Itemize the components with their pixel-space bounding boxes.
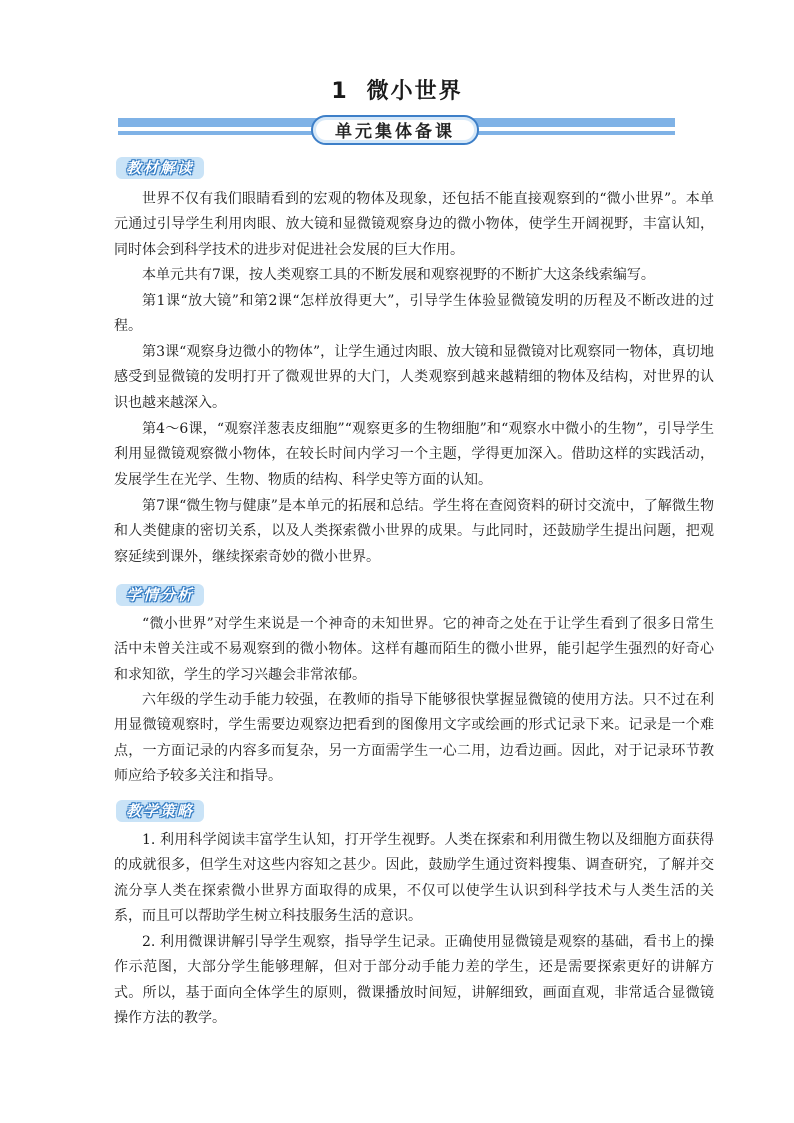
unit-banner-label: 单元集体备课 (311, 115, 479, 145)
section-heading-strategy: 教学策略 (116, 800, 204, 822)
paragraph: 本单元共有7课，按人类观察工具的不断发展和观察视野的不断扩大这条线索编写。 (142, 267, 655, 283)
paragraph: 第4～6课，“观察洋葱表皮细胞”“观察更多的生物细胞”和“观察水中微小的生物”，引导学生利用显微镜观察微小物体，在较长时间内学习一个主题，学得更加深入。借助这样的实践活动，发展学生在光学、生物、物质的结构、科学史等方面的认知。 (114, 421, 714, 488)
paragraph: 1. 利用科学阅读丰富学生认知，打开学生视野。人类在探索和利用微生物以及细胞方面获得的成就很多，但学生对这些内容知之甚少。因此，鼓励学生通过资料搜集、调查研究，了解并交流分享人类在探索微小世界方面取得的成果，不仅可以使学生认识到科学技术与人类生活的关系，而且可以帮助学生树立科技服务生活的意识。 (114, 832, 714, 924)
lesson-title: 微小世界 (366, 79, 463, 104)
paragraph: 第7课“微生物与健康”是本单元的拓展和总结。学生将在查阅资料的研讨交流中，了解微生物和人类健康的密切关系，以及人类探索微小世界的成果。与此同时，还鼓励学生提出问题，把观察延续到课外，继续探索奇妙的微小世界。 (114, 498, 714, 565)
paragraph: 六年级的学生动手能力较强，在教师的指导下能够很快掌握显微镜的使用方法。只不过在利用显微镜观察时，学生需要边观察边把看到的图像用文字或绘画的形式记录下来。记录是一个难点，一方面记录的内容多而复杂，另一方面需学生一心二用，边看边画。因此，对于记录环节教师应给予较多关注和指导。 (114, 692, 714, 784)
section-heading-textbook: 教材解读 (116, 157, 204, 179)
page-title (0, 74, 794, 105)
paragraph: 第1课“放大镜”和第2课“怎样放得更大”，引导学生体验显微镜发明的历程及不断改进的过程。 (114, 293, 714, 335)
section-heading-students: 学情分析 (116, 584, 204, 606)
paragraph: 世界不仅有我们眼睛看到的宏观的物体及现象，还包括不能直接观察到的“微小世界”。本单元通过引导学生利用肉眼、放大镜和显微镜观察身边的微小物体，使学生开阔视野，丰富认知，同时体会到科学技术的进步对促进社会发展的巨大作用。 (114, 191, 714, 258)
paragraph: “微小世界”对学生来说是一个神奇的未知世界。它的神奇之处在于让学生看到了很多日常生活中未曾关注或不易观察到的微小物体。这样有趣而陌生的微小世界，能引起学生强烈的好奇心和求知欲，学生的学习兴趣会非常浓郁。 (114, 616, 714, 683)
paragraph: 2. 利用微课讲解引导学生观察，指导学生记录。正确使用显微镜是观察的基础，看书上的操作示范图，大部分学生能够理解，但对于部分动手能力差的学生，还是需要探索更好的讲解方式。所以，基于面向全体学生的原则，微课播放时间短，讲解细致，画面直观，非常适合显微镜操作方法的教学。 (114, 934, 714, 1026)
lesson-number: 1 (331, 79, 349, 104)
paragraph: 第3课“观察身边微小的物体”，让学生通过肉眼、放大镜和显微镜对比观察同一物体，真切地感受到显微镜的发明打开了微观世界的大门，人类观察到越来越精细的物体及结构，对世界的认识也越来越深入。 (114, 344, 714, 411)
unit-banner (118, 118, 675, 144)
